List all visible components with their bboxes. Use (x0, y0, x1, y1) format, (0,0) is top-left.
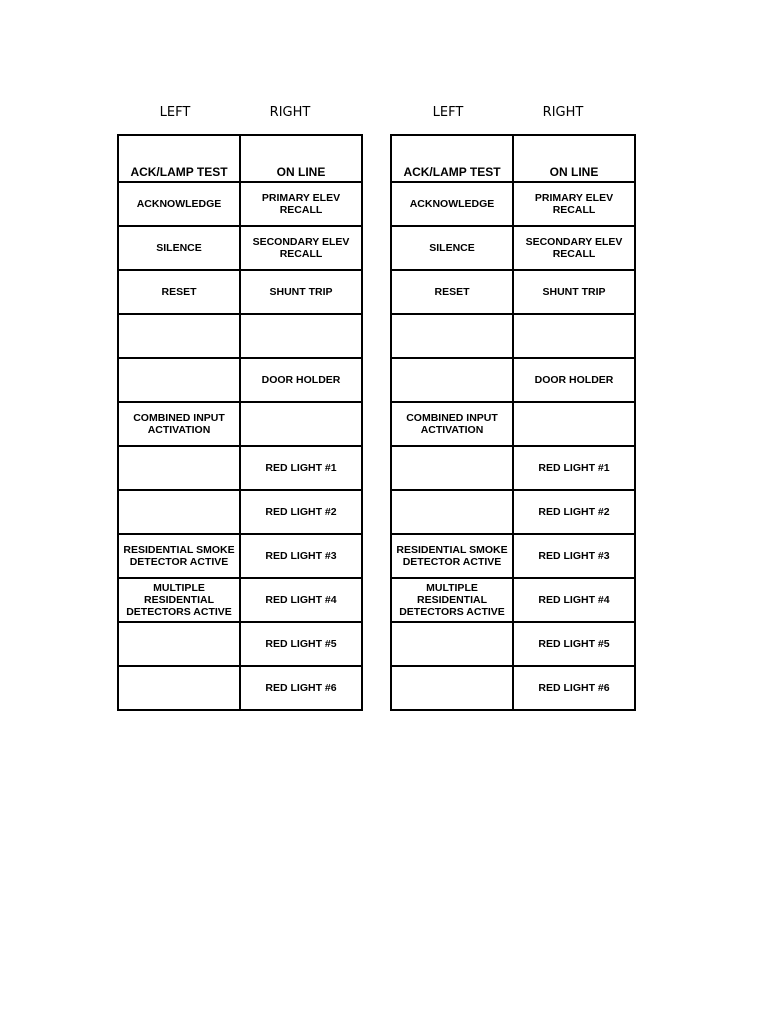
right-heading: RIGHT (542, 105, 584, 120)
right-label-cell: RED LIGHT #4 (513, 578, 635, 622)
label-row (118, 490, 362, 534)
left-label-cell (391, 666, 513, 710)
right-label-cell (513, 314, 635, 358)
label-row (391, 666, 635, 710)
label-row (391, 226, 635, 270)
label-row (391, 135, 635, 182)
label-row (118, 666, 362, 710)
left-label-cell: MULTIPLE RESIDENTIAL DETECTORS ACTIVE (118, 578, 240, 622)
label-row (391, 402, 635, 446)
right-label-cell: SHUNT TRIP (513, 270, 635, 314)
left-label-cell: SILENCE (391, 226, 513, 270)
right-label-cell (240, 402, 362, 446)
label-row (391, 182, 635, 226)
label-row (391, 314, 635, 358)
label-row (391, 270, 635, 314)
right-label-cell: RED LIGHT #6 (513, 666, 635, 710)
left-label-cell (118, 358, 240, 402)
right-label-cell: SHUNT TRIP (240, 270, 362, 314)
label-row (118, 270, 362, 314)
label-row (118, 358, 362, 402)
left-label-cell (391, 622, 513, 666)
right-label-cell: RED LIGHT #2 (240, 490, 362, 534)
label-row (118, 578, 362, 622)
left-label-cell: ACKNOWLEDGE (118, 182, 240, 226)
left-label-cell: RESIDENTIAL SMOKE DETECTOR ACTIVE (118, 534, 240, 578)
right-label-cell: SECONDARY ELEV RECALL (513, 226, 635, 270)
right-label-cell: RED LIGHT #3 (240, 534, 362, 578)
left-label-cell (391, 358, 513, 402)
right-label-cell: PRIMARY ELEV RECALL (513, 182, 635, 226)
right-label-cell: PRIMARY ELEV RECALL (240, 182, 362, 226)
label-row (118, 314, 362, 358)
left-label-cell (118, 446, 240, 490)
left-label-cell (118, 622, 240, 666)
left-label-cell (118, 314, 240, 358)
right-label-cell: SECONDARY ELEV RECALL (240, 226, 362, 270)
label-row (118, 226, 362, 270)
right-label-cell: ON LINE (513, 135, 635, 182)
label-row (118, 446, 362, 490)
left-label-cell: COMBINED INPUT ACTIVATION (391, 402, 513, 446)
right-label-cell: DOOR HOLDER (240, 358, 362, 402)
right-heading: RIGHT (269, 105, 311, 120)
label-row (391, 534, 635, 578)
right-label-cell: RED LIGHT #5 (240, 622, 362, 666)
label-row (118, 182, 362, 226)
right-label-cell: ON LINE (240, 135, 362, 182)
label-row (391, 490, 635, 534)
label-row (118, 622, 362, 666)
left-heading: LEFT (432, 105, 464, 120)
label-row (118, 402, 362, 446)
column-headings (0, 102, 768, 124)
right-label-cell: RED LIGHT #2 (513, 490, 635, 534)
right-label-cell (513, 402, 635, 446)
left-label-cell: MULTIPLE RESIDENTIAL DETECTORS ACTIVE (391, 578, 513, 622)
label-row (118, 135, 362, 182)
right-label-cell: RED LIGHT #1 (240, 446, 362, 490)
left-label-cell (391, 490, 513, 534)
left-label-cell (118, 666, 240, 710)
label-row (118, 534, 362, 578)
right-label-cell: RED LIGHT #3 (513, 534, 635, 578)
left-label-cell: ACK/LAMP TEST (118, 135, 240, 182)
left-label-cell: RESET (118, 270, 240, 314)
right-label-cell: RED LIGHT #1 (513, 446, 635, 490)
left-heading: LEFT (159, 105, 191, 120)
right-label-cell: RED LIGHT #4 (240, 578, 362, 622)
left-label-cell: RESIDENTIAL SMOKE DETECTOR ACTIVE (391, 534, 513, 578)
right-label-cell (240, 314, 362, 358)
right-label-cell: RED LIGHT #5 (513, 622, 635, 666)
label-sheet-2 (390, 134, 636, 711)
left-label-cell: SILENCE (118, 226, 240, 270)
right-label-cell: RED LIGHT #6 (240, 666, 362, 710)
label-row (391, 446, 635, 490)
label-sheet-1 (117, 134, 363, 711)
label-row (391, 358, 635, 402)
left-label-cell: ACKNOWLEDGE (391, 182, 513, 226)
left-label-cell (118, 490, 240, 534)
label-row (391, 578, 635, 622)
label-row (391, 622, 635, 666)
left-label-cell: COMBINED INPUT ACTIVATION (118, 402, 240, 446)
right-label-cell: DOOR HOLDER (513, 358, 635, 402)
left-label-cell (391, 446, 513, 490)
left-label-cell: ACK/LAMP TEST (391, 135, 513, 182)
left-label-cell (391, 314, 513, 358)
left-label-cell: RESET (391, 270, 513, 314)
